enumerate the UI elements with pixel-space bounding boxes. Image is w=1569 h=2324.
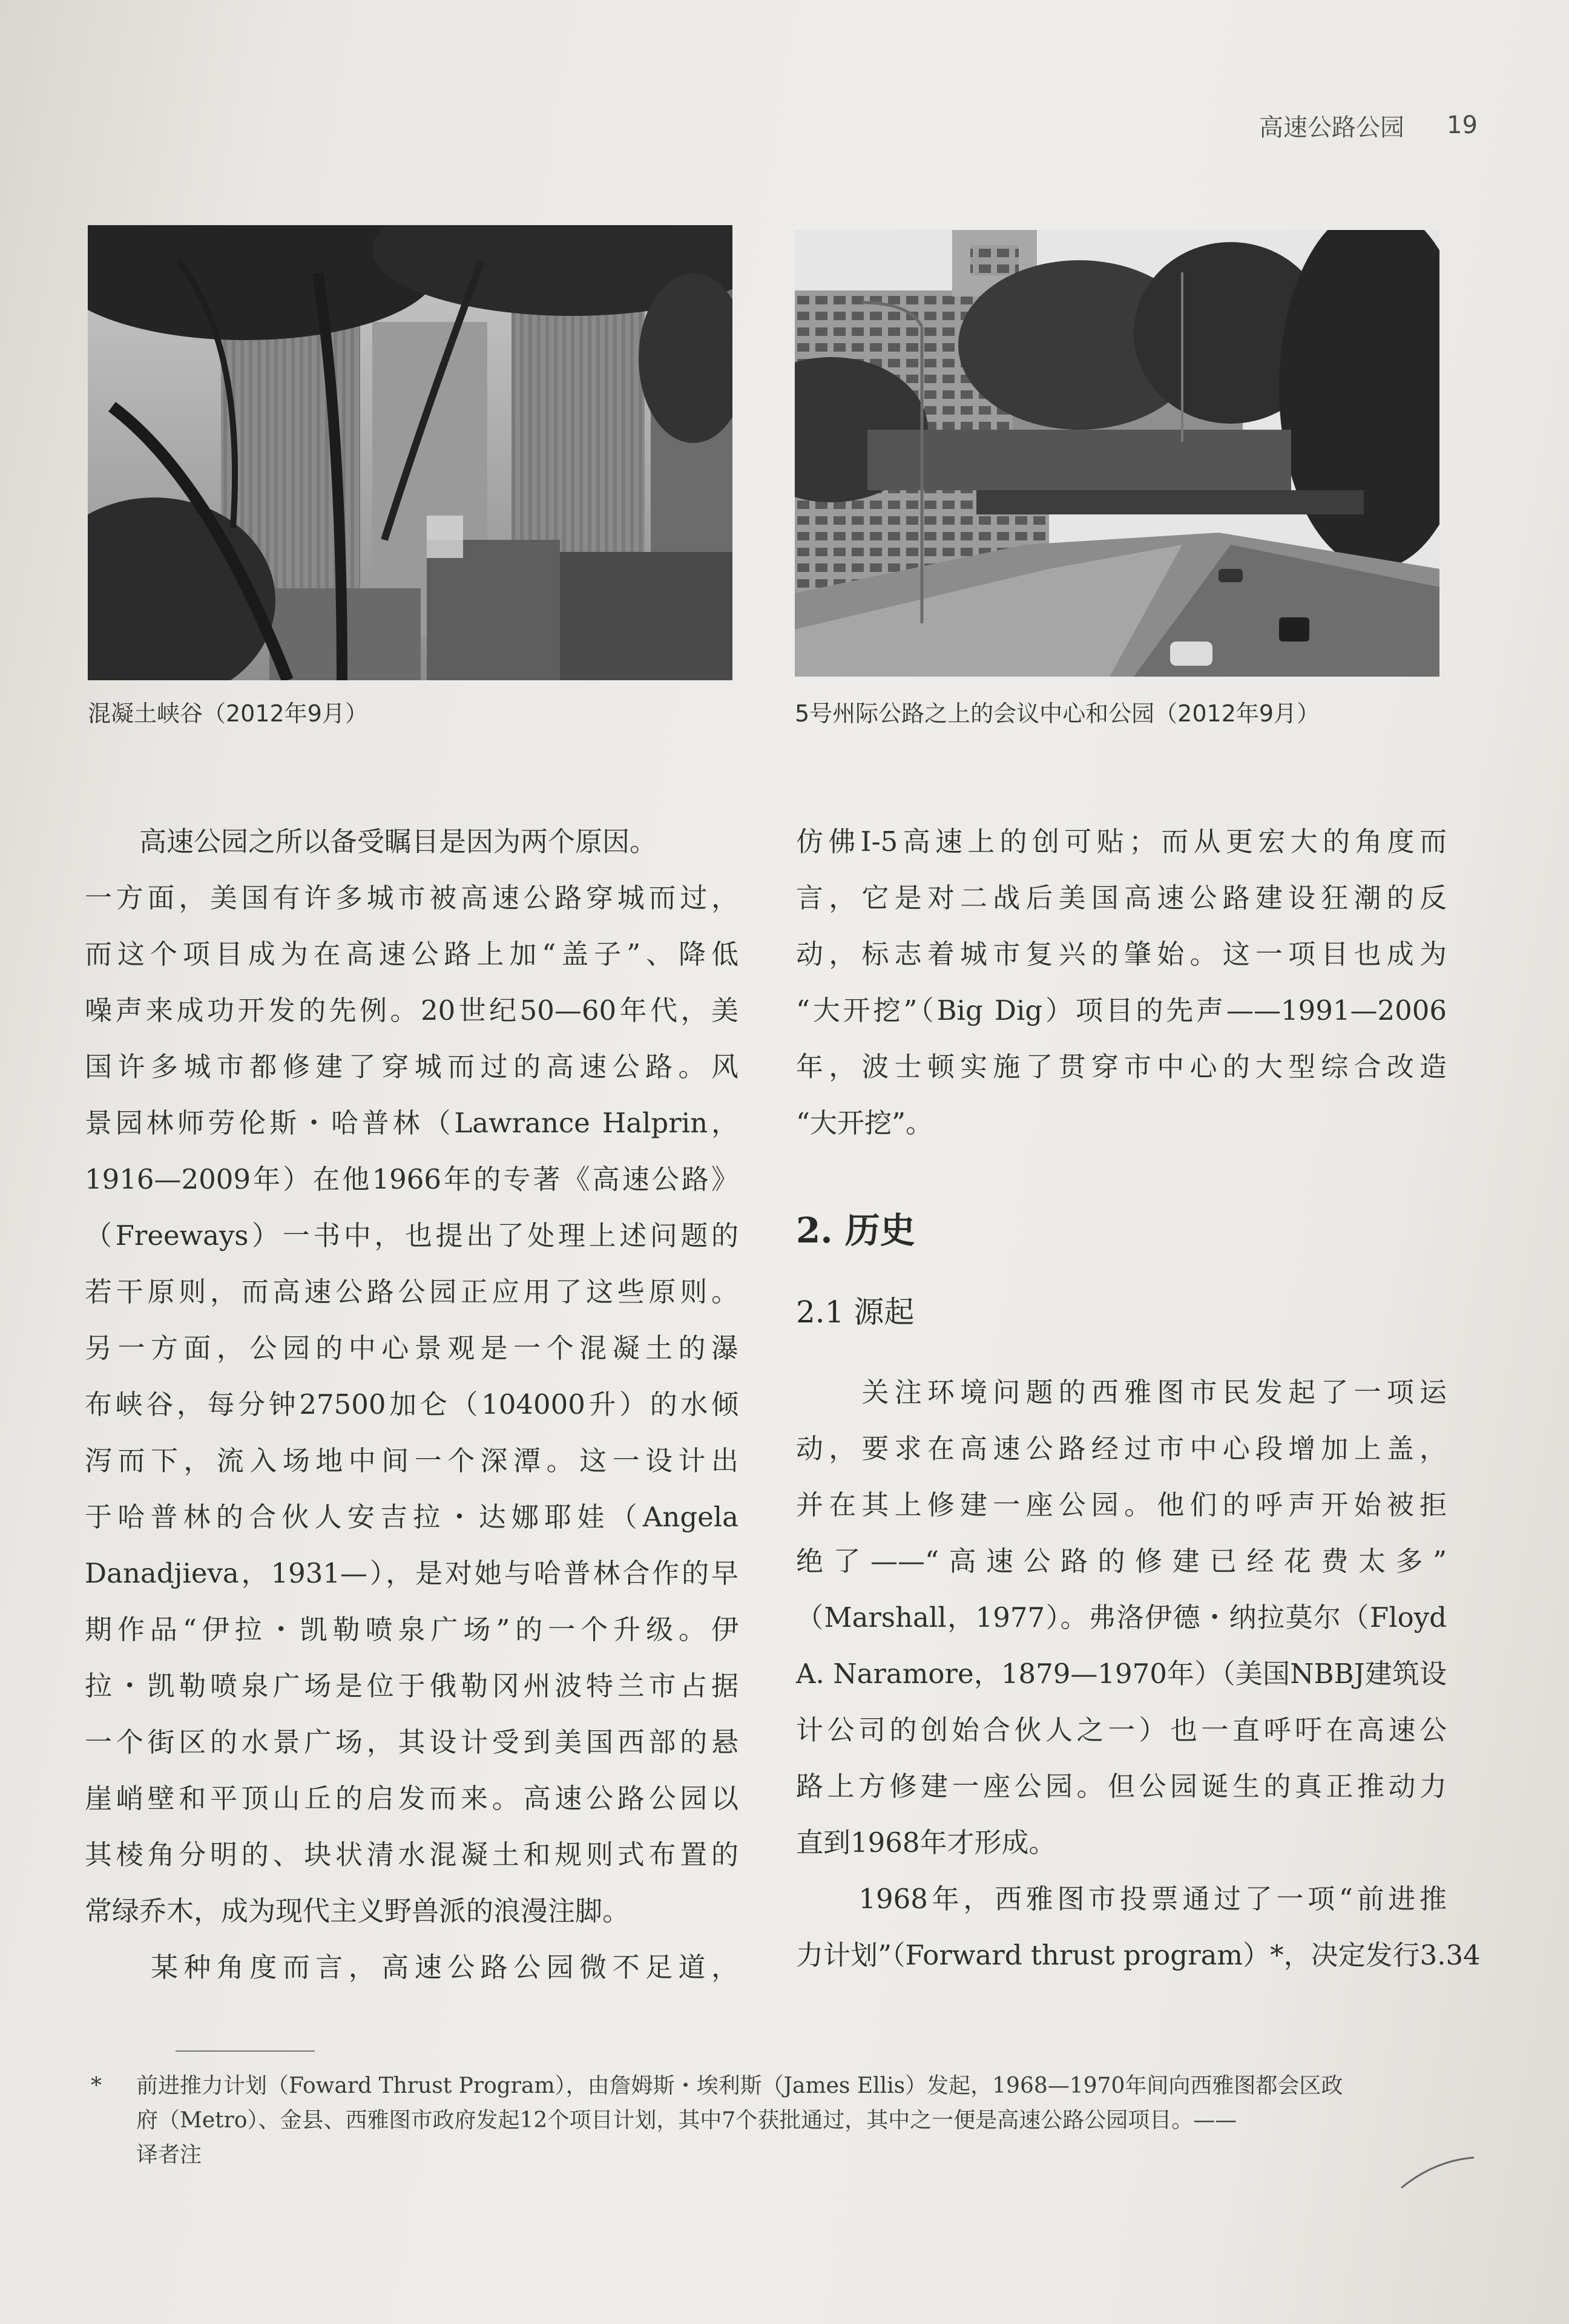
body-column-right-top: [796, 813, 1447, 1151]
text-line: 期作品“伊拉・凯勒喷泉广场”的一个升级。伊: [85, 1613, 738, 1646]
subsection-heading: 2.1 源起: [796, 1295, 915, 1330]
text-line: 国许多城市都修建了穿城而过的高速公路。风: [85, 1051, 738, 1083]
text-line: 言，它是对二战后美国高速公路建设狂潮的反: [796, 882, 1447, 914]
text-line: 其棱角分明的、块状清水混凝土和规则式布置的: [85, 1839, 738, 1871]
text-line: 泻而下，流入场地中间一个深潭。这一设计出: [85, 1445, 738, 1477]
text-line: “大开挖”。: [796, 1107, 933, 1139]
text-line: 而这个项目成为在高速公路上加“盖子”、降低: [85, 938, 738, 970]
text-line: A. Naramore，1879—1970年）（美国NBBJ建筑设: [796, 1658, 1447, 1690]
text-line: 并在其上修建一座公园。他们的呼声开始被拒: [796, 1489, 1447, 1521]
running-header: [1259, 104, 1525, 146]
body-column-right-bottom: [796, 1364, 1481, 1983]
text-line: 噪声来成功开发的先例。20世纪50—60年代，美: [85, 994, 738, 1026]
concrete-canyon-photo: [88, 225, 732, 680]
text-line: （Marshall，1977）。弗洛伊德・纳拉莫尔（Floyd: [796, 1601, 1447, 1633]
page-number: 19: [1447, 111, 1478, 139]
footnote-line: 前进推力计划（Foward Thrust Program），由詹姆斯・埃利斯（James Ellis）发起，1968—1970年间向西雅图都会区政: [136, 2073, 1343, 2098]
section-heading: 2. 历史: [796, 1210, 915, 1251]
text-line: 仿佛I-5高速上的创可贴；而从更宏大的角度而: [796, 826, 1447, 858]
footnote-line: 译者注: [136, 2142, 202, 2167]
text-line: 直到1968年才形成。: [796, 1827, 1056, 1859]
text-line: 路上方修建一座公园。但公园诞生的真正推动力: [796, 1770, 1447, 1802]
text-line: 崖峭壁和平顶山丘的启发而来。高速公路公园以: [85, 1782, 738, 1814]
text-line: 于哈普林的合伙人安吉拉・达娜耶娃（Angela: [85, 1501, 738, 1533]
text-line: 动，要求在高速公路经过市中心段增加上盖，: [796, 1433, 1447, 1465]
text-line: 常绿乔木，成为现代主义野兽派的浪漫注脚。: [85, 1895, 630, 1927]
text-line: 高速公园之所以备受瞩目是因为两个原因。: [85, 826, 657, 858]
text-line: 1968年，西雅图市投票通过了一项“前进推: [796, 1883, 1447, 1915]
text-line: 另一方面，公园的中心景观是一个混凝土的瀑: [85, 1332, 738, 1364]
footnote: [91, 2069, 1447, 2172]
footnote-line: 府（Metro）、金县、西雅图市政府发起12个项目计划，其中7个获批通过，其中之一便是高速公路公园项目。——: [136, 2108, 1237, 2133]
freeway-park-photo: [795, 230, 1439, 677]
text-line: 某种角度而言，高速公路公园微不足道，: [85, 1951, 738, 1983]
text-line: 年，波士顿实施了贯穿市中心的大型综合改造: [796, 1051, 1447, 1083]
page-curl-mark: [1398, 2155, 1477, 2191]
text-line: 若干原则，而高速公路公园正应用了这些原则。: [85, 1276, 738, 1308]
text-line: 计公司的创始合伙人之一）也一直呼吁在高速公: [796, 1714, 1447, 1746]
text-line: （Freeways）一书中，也提出了处理上述问题的: [85, 1219, 738, 1252]
photo-caption-left: 混凝土峡谷（2012年9月）: [88, 700, 368, 727]
text-line: 关注环境问题的西雅图市民发起了一项运: [796, 1376, 1447, 1408]
text-line: 拉・凯勒喷泉广场是位于俄勒冈州波特兰市占据: [85, 1670, 738, 1702]
photo-caption-right: 5号州际公路之上的会议中心和公园（2012年9月）: [795, 700, 1320, 727]
text-line: “大开挖”（Big Dig）项目的先声——1991—2006: [796, 994, 1447, 1026]
text-line: 绝了——“高速公路的修建已经花费太多”: [796, 1545, 1447, 1577]
text-line: 力计划”（Forward thrust program）*，决定发行3.34: [796, 1939, 1481, 1971]
footnote-divider: [176, 2050, 315, 2052]
text-line: 布峡谷，每分钟27500加仑（104000升）的水倾: [85, 1388, 738, 1420]
text-line: 一个街区的水景广场，其设计受到美国西部的悬: [85, 1726, 738, 1758]
text-line: 景园林师劳伦斯・哈普林（Lawrance Halprin，: [85, 1107, 738, 1139]
body-column-left: [85, 813, 738, 1995]
chapter-title: 高速公路公园: [1259, 113, 1404, 142]
text-line: Danadjieva，1931—），是对她与哈普林合作的早: [85, 1557, 738, 1589]
text-line: 动，标志着城市复兴的肇始。这一项目也成为: [796, 938, 1447, 970]
text-line: 1916—2009年）在他1966年的专著《高速公路》: [85, 1163, 738, 1195]
text-line: 一方面，美国有许多城市被高速公路穿城而过，: [85, 882, 738, 914]
footnote-marker: *: [91, 2073, 102, 2098]
